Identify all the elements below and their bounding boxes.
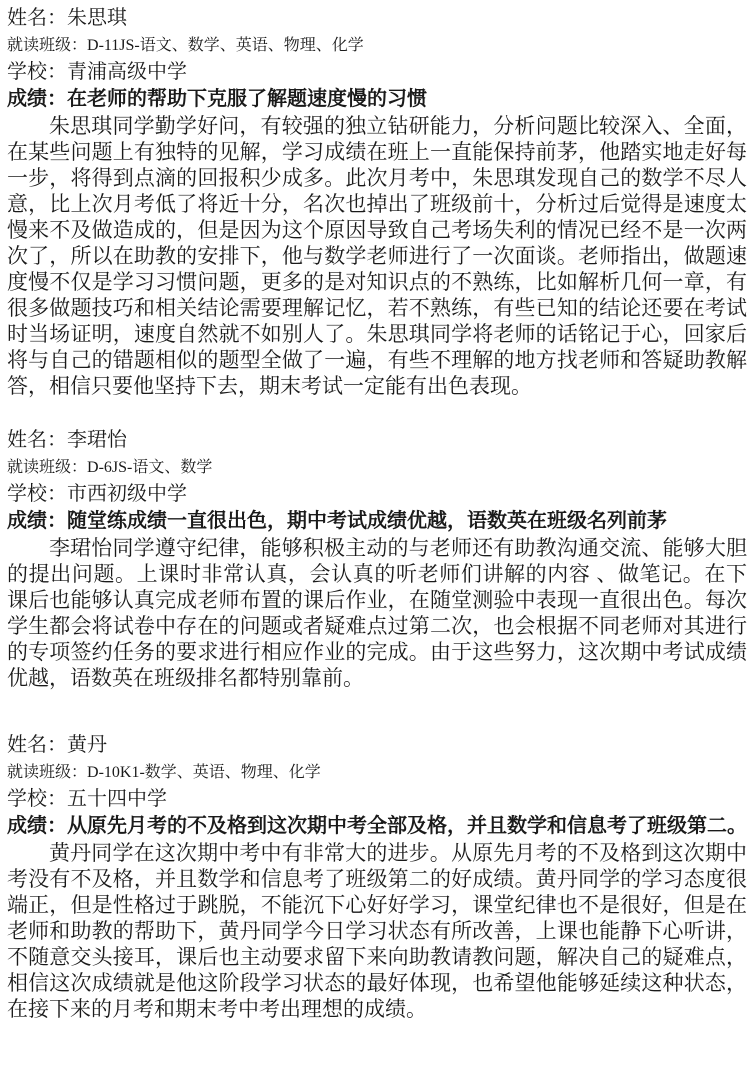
student-result: 在老师的帮助下克服了解题速度慢的习惯: [67, 88, 427, 110]
student-record-1: [7, 5, 747, 399]
student-school: 青浦高级中学: [67, 61, 187, 83]
result-label: 成绩：: [7, 815, 67, 837]
class-line: [7, 454, 747, 481]
name-label: 姓名：: [7, 734, 67, 756]
name-line: [7, 427, 747, 454]
class-label: 就读班级：: [7, 764, 88, 781]
result-line: [7, 813, 747, 840]
class-label: 就读班级：: [7, 459, 88, 476]
student-record-3: [7, 732, 747, 1022]
class-line: [7, 32, 747, 59]
name-line: [7, 732, 747, 759]
student-class: D-11JS-语文、数学、英语、物理、化学: [87, 37, 364, 54]
student-record-2: [7, 427, 747, 691]
student-name: 李珺怡: [67, 429, 127, 451]
school-label: 学校：: [7, 61, 67, 83]
class-label: 就读班级：: [7, 37, 88, 54]
student-class: D-6JS-语文、数学: [87, 459, 213, 476]
result-line: [7, 86, 747, 113]
name-line: [7, 5, 747, 32]
student-class: D-10K1-数学、英语、物理、化学: [87, 764, 321, 781]
school-line: [7, 786, 747, 813]
school-label: 学校：: [7, 483, 67, 505]
class-line: [7, 759, 747, 786]
result-label: 成绩：: [7, 88, 67, 110]
name-label: 姓名：: [7, 7, 67, 29]
student-report-paragraph: 朱思琪同学勤学好问，有较强的独立钻研能力，分析问题比较深入、全面，在某些问题上有独特的见解，学习成绩在班上一直能保持前茅，他踏实地走好每一步，将得到点滴的回报积少成多。此次月考中，朱思琪发现自己的数学不尽人意，比上次月考低了将近十分，名次也掉出了班级前十，分析过后觉得是速度太慢来不及做造成的，但是因为这个原因导致自己考场失利的情况已经不是一次两次了，所以在助教的安排下，他与数学老师进行了一次面谈。老师指出，做题速度慢不仅是学习习惯问题，更多的是对知识点的不熟练，比如解析几何一章，有很多做题技巧和相关结论需要理解记忆，若不熟练，有些已知的结论还要在考试时当场证明，速度自然就不如别人了。朱思琪同学将老师的话铭记于心，回家后将与自己的错题相似的题型全做了一遍，有些不理解的地方找老师和答疑助教解答，相信只要他坚持下去，期末考试一定能有出色表现。: [7, 114, 747, 398]
student-school: 五十四中学: [67, 788, 167, 810]
name-label: 姓名：: [7, 429, 67, 451]
school-line: [7, 481, 747, 508]
student-result: 从原先月考的不及格到这次期中考全部及格，并且数学和信息考了班级第二。: [67, 815, 747, 837]
student-report-paragraph: 李珺怡同学遵守纪律，能够积极主动的与老师还有助教沟通交流、能够大胆的提出问题。上课时非常认真，会认真的听老师们讲解的内容 、做笔记。在下课后也能够认真完成老师布置的课后作业，在随堂测验中表现一直很出色。每次学生都会将试卷中存在的问题或者疑难点过第二次，也会根据不同老师对其进行的专项签约任务的要求进行相应作业的完成。由于这些努力，这次期中考试成绩优越，语数英在班级排名都特别靠前。: [7, 536, 747, 690]
school-line: [7, 59, 747, 86]
student-result: 随堂练成绩一直很出色，期中考试成绩优越，语数英在班级名列前茅: [67, 510, 667, 532]
school-label: 学校：: [7, 788, 67, 810]
result-line: [7, 508, 747, 535]
student-name: 黄丹: [67, 734, 107, 756]
result-label: 成绩：: [7, 510, 67, 532]
student-report-paragraph: 黄丹同学在这次期中考中有非常大的进步。从原先月考的不及格到这次期中考没有不及格，并且数学和信息考了班级第二的好成绩。黄丹同学的学习态度很端正，但是性格过于跳脱，不能沉下心好好学习，课堂纪律也不是很好，但是在老师和助教的帮助下，黄丹同学今日学习状态有所改善，上课也能静下心听讲，不随意交头接耳，课后也主动要求留下来向助教请教问题，解决自己的疑难点，相信这次成绩就是他这阶段学习状态的最好体现，也希望他能够延续这种状态，在接下来的月考和期末考中考出理想的成绩。: [7, 841, 747, 1021]
student-name: 朱思琪: [67, 7, 127, 29]
student-school: 市西初级中学: [67, 483, 187, 505]
